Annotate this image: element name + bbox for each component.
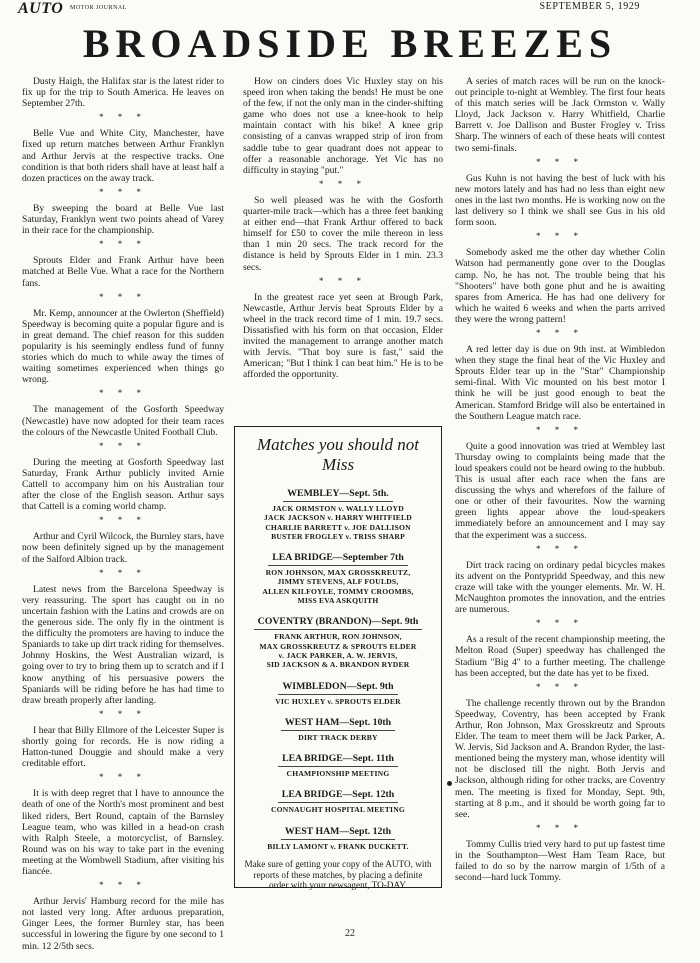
page-title: BROADSIDE BREEZES <box>82 21 618 66</box>
section-divider: * * * <box>536 618 584 629</box>
section-divider: * * * <box>99 880 147 891</box>
news-paragraph: Mr. Kemp, announcer at the Owlerton (Sheffield) Speedway is becoming quite a popular figure and is in great demand. The chief reason for this sudden popularity is his seemingly endless fund of funny stories which do much to while away the times of waiting sometimes experienced when things go wrong. <box>22 307 224 386</box>
news-paragraph: A red letter day is due on 9th inst. at Wimbledon when they stage the final heat of the Vic Huxley and Sprouts Elder tear up in the "Star" Championship semi-final. With Vic mounted on his best motor I think he will be just good enough to beat the American. Stamford Bridge will also be entertained in the Southern League match race. <box>455 344 665 422</box>
section-divider: * * * <box>536 681 584 692</box>
news-paragraph: Somebody asked me the other day whether Colin Watson had permanently gone over to the Douglas camp. No, he has not. The trouble being that his "Shooters" have both gone phut and he is awaiting spares from America. He has had one delivery for which he waited 6 weeks and when the parts arrived they were the wrong pattern! <box>455 247 665 325</box>
matches-box <box>234 426 442 891</box>
news-paragraph: Arthur Jervis' Hamburg record for the mile has not lasted very long. After arduous preparation, Ginger Lees, the former Burnley star, has been successful in lowering the figure by one second to 1 min. 12 2/5th secs. <box>22 896 224 952</box>
section-divider: * * * <box>99 708 147 719</box>
news-paragraph: Dusty Haigh, the Halifax star is the latest rider to fix up for the trip to South America. He leaves on September 27th. <box>22 76 224 110</box>
section-divider: * * * <box>99 772 147 783</box>
news-paragraph: Quite a good innovation was tried at Wembley last Thursday owing to complaints being made that the loud speakers could not be heard owing to the hubbub. This is usual after each race when the fans are discussing the whys and wherefors of the failure of one or other of their favourites. Now the warning green lights appear above the loud-speakers immediately before an announcement and I may say that the experiment was a success. <box>455 440 665 541</box>
section-divider: * * * <box>536 822 584 833</box>
news-paragraph: As a result of the recent championship meeting, the Melton Road (Super) speedway has challenged the Stadium "Big 4" to a further meeting. The challenge has been accepted, but the date has yet to be fixed. <box>455 634 665 679</box>
section-divider: * * * <box>99 388 147 399</box>
issue-date: SEPTEMBER 5, 1929 <box>539 1 640 12</box>
news-paragraph: In the greatest race yet seen at Brough Park, Newcastle, Arthur Jervis beat Sprouts Elder by a wheel in the track record time of 1 min. 19.7 secs. Dissatisfied with his form on that occasion, Elder invited the management to arrange another match with Jervis. "That boy sure is fast," said the American; "But I think I can beat him." He is to be afforded the opportunity. <box>243 291 443 381</box>
matches-box-footer: Make sure of getting your copy of the AUTO, with reports of these matches, by placing a definite order with your newsagent, TO-DAY. <box>244 859 432 891</box>
match-entry <box>243 547 433 605</box>
news-paragraph: I hear that Billy Ellmore of the Leicester Super is shortly going for records. He is now riding a Hatton-tuned Douggie and should make a very creditable effort. <box>22 724 224 770</box>
section-divider: * * * <box>99 239 147 250</box>
news-paragraph: Gus Kuhn is not having the best of luck with his new motors lately and has had no less than eight new ones in the last two months. He is working now on the last delivery so I think we shall see Gus in his old form soon. <box>455 172 665 229</box>
match-venue: LEA BRIDGE—Sept. 11th <box>278 752 398 767</box>
news-paragraph: The challenge recently thrown out by the Brandon Speedway, Coventry, has been accepted by Frank Arthur, Ron Johnson, Max Grosskreutz and Sprouts Elder. The team to meet them will be Jack Parker, A. W. Jervis, Sid Jackson and A. Brandon Ryder, the last-mentioned being the mystery man, whose identity will not be disclosed till the night. Both Jervis and Jackson, although riding for other tracks, are Coventry men. The meeting is fixed for Monday, Sept. 9th, starting at 8 p.m., and it should be worth going far to see. <box>455 697 665 820</box>
publication-logo: AUTO <box>18 0 64 17</box>
news-paragraph: It is with deep regret that I have to announce the death of one of the North's most prominent and best liked riders, Bert Round, captain of the Barnsley League team, who was killed in a head-on crash with Ralph Steele, a motorcyclist, of Barnsley. Round was on his way to take part in the evening meeting at the Wombwell Stadium, after visiting his fiancée. <box>22 788 224 877</box>
section-divider: * * * <box>536 327 584 338</box>
section-divider: * * * <box>536 156 584 167</box>
match-entry <box>243 821 433 851</box>
section-divider: * * * <box>536 424 584 435</box>
column-left <box>22 76 224 955</box>
match-riders: JACK JACKSON v. HARRY WHITFIELD <box>264 513 412 523</box>
column-middle <box>243 76 443 383</box>
match-riders: v. JACK PARKER, A. W. JERVIS, <box>278 650 398 660</box>
match-riders: RON JOHNSON, MAX GROSSKREUTZ, <box>265 568 411 578</box>
news-paragraph: Tommy Cullis tried very hard to put up fastest time in the Southampton—West Ham Team Race, but failed to do so by the narrow margin of 1/5th of a second—hard luck Tommy. <box>455 838 665 884</box>
match-riders: BILLY LAMONT v. FRANK DUCKETT. <box>267 841 409 851</box>
section-divider: * * * <box>99 567 147 578</box>
section-divider: * * * <box>99 440 147 451</box>
section-divider: * * * <box>319 178 367 189</box>
match-venue: LEA BRIDGE—September 7th <box>268 551 408 566</box>
section-divider: * * * <box>99 186 147 197</box>
match-riders: FRANK ARTHUR, RON JOHNSON, <box>274 632 402 642</box>
news-paragraph: So well pleased was he with the Gosforth quarter-mile track—which has a three feet banking at either end—that Frank Arthur offered to back himself for £50 to cover the mile thereon in less than 1 min 20 secs. The track record for the distance is held by Sprouts Elder in 1 min. 23.3 secs. <box>243 194 443 273</box>
match-entry <box>243 712 433 742</box>
match-riders: VIC HUXLEY v. SPROUTS ELDER <box>275 696 401 706</box>
page-number: 22 <box>345 928 355 939</box>
news-paragraph: How on cinders does Vic Huxley stay on his speed iron when taking the bends! He must be one of the few, if not the only man in the cinder-shifting game who does not use a knee-hook to help maintain contact with his bike! A knee grip consisting of a canvas wrapped strip of iron from saddle tube to gear quadrant does not appear to offer a reasonable anchorage. Yet Vic has no difficulty in staying "put." <box>243 76 443 176</box>
match-riders: JIMMY STEVENS, ALF FOULDS, <box>277 577 399 587</box>
match-riders: SID JACKSON & A. BRANDON RYDER <box>266 660 410 670</box>
section-divider: * * * <box>99 291 147 302</box>
matches-list <box>243 483 433 851</box>
match-riders: BUSTER FROGLEY v. TRISS SHARP <box>271 531 405 541</box>
section-divider: * * * <box>536 231 584 242</box>
news-paragraph: Latest news from the Barcelona Speedway is very reassuring. The sport has caught on in no uncertain fashion with the Latins and crowds are on the generous side. The only fly in the ointment is the difficulty the promoters are having to induce the Spaniards to take up dirt track riding for themselves. Johnny Hoskins, the West Australian wizard, is going over to try to bring them up to scratch and if I know anything of his persuasive powers the Spaniards will be riding before he has had time to draw breath properly after landing. <box>22 583 224 706</box>
match-riders: ALLEN KILFOYLE, TOMMY CROOMBS, <box>262 586 414 596</box>
matches-box-title: Matches you should not Miss <box>257 435 419 474</box>
masthead <box>0 0 700 20</box>
news-paragraph: Dirt track racing on ordinary pedal bicycles makes its advent on the Pontypridd Speedway, and this new craze will take with the younger elements. Mr. W. H. McNaughton promotes the innovation, and the entries are numerous. <box>455 559 665 616</box>
match-venue: LEA BRIDGE—Sept. 12th <box>278 788 398 803</box>
match-riders: CHAMPIONSHIP MEETING <box>286 769 390 779</box>
section-divider: * * * <box>319 275 367 286</box>
section-divider: * * * <box>99 112 147 123</box>
news-paragraph: By sweeping the board at Belle Vue last Saturday, Franklyn went two points ahead of Varey in their race for the championship. <box>22 202 224 237</box>
match-venue: WEMBLEY—Sept. 5th. <box>283 487 393 502</box>
match-riders: JACK ORMSTON v. WALLY LLOYD <box>272 504 404 513</box>
news-paragraph: Arthur and Cyril Wilcock, the Burnley stars, have now been definitely signed up by the management of the Salford Albion track. <box>22 531 224 565</box>
match-riders: MAX GROSSKREUTZ & SPROUTS ELDER <box>259 641 417 651</box>
match-entry <box>243 748 433 778</box>
news-paragraph: Belle Vue and White City, Manchester, have fixed up return matches between Arthur Franklyn and Arthur Jervis at the respective tracks. One condition is that both riders shall have at least half a dozen practices on the away track. <box>22 128 224 184</box>
bullet-icon <box>447 781 452 786</box>
match-riders: MISS EVA ASKQUITH <box>297 596 379 606</box>
match-venue: WEST HAM—Sept. 10th <box>281 716 395 731</box>
section-divider: * * * <box>99 515 147 526</box>
match-entry <box>243 784 433 814</box>
news-paragraph: Sprouts Elder and Frank Arthur have been matched at Belle Vue. What a race for the Northern fans. <box>22 255 224 289</box>
section-divider: * * * <box>536 543 584 554</box>
news-paragraph: The management of the Gosforth Speedway (Newcastle) have now adopted for their team races the colours of the Newcastle United Football Club. <box>22 404 224 438</box>
column-right <box>455 76 665 886</box>
news-paragraph: A series of match races will be run on the knock-out principle to-night at Wembley. The first four heats of this match series will be Jack Ormston v. Wally Lloyd, Jack Jackson v. Harry Whitfield, Charlie Barrett v. Joe Dallison and Buster Frogley v. Triss Sharp. The winners of each of these heats will contest two semi-finals. <box>455 76 665 154</box>
match-venue: WIMBLEDON—Sept. 9th <box>278 680 397 695</box>
match-venue: COVENTRY (BRANDON)—Sept. 9th <box>254 615 423 630</box>
match-entry <box>243 483 433 541</box>
match-entry <box>243 676 433 706</box>
news-paragraph: During the meeting at Gosforth Speedway last Saturday, Frank Arthur publicly invited Arnie Cattell to accompany him on his Australian tour after the close of the English season. Arthur says that Cattell is a coming world champ. <box>22 456 224 513</box>
match-riders: CHARLIE BARRETT v. JOE DALLISON <box>265 522 411 532</box>
match-venue: WEST HAM—Sept. 12th <box>281 825 395 840</box>
logo-subtitle: MOTOR JOURNAL <box>70 5 127 11</box>
match-entry <box>243 611 433 669</box>
match-riders: CONNAUGHT HOSPITAL MEETING <box>270 805 406 815</box>
match-riders: DIRT TRACK DERBY <box>298 732 378 742</box>
